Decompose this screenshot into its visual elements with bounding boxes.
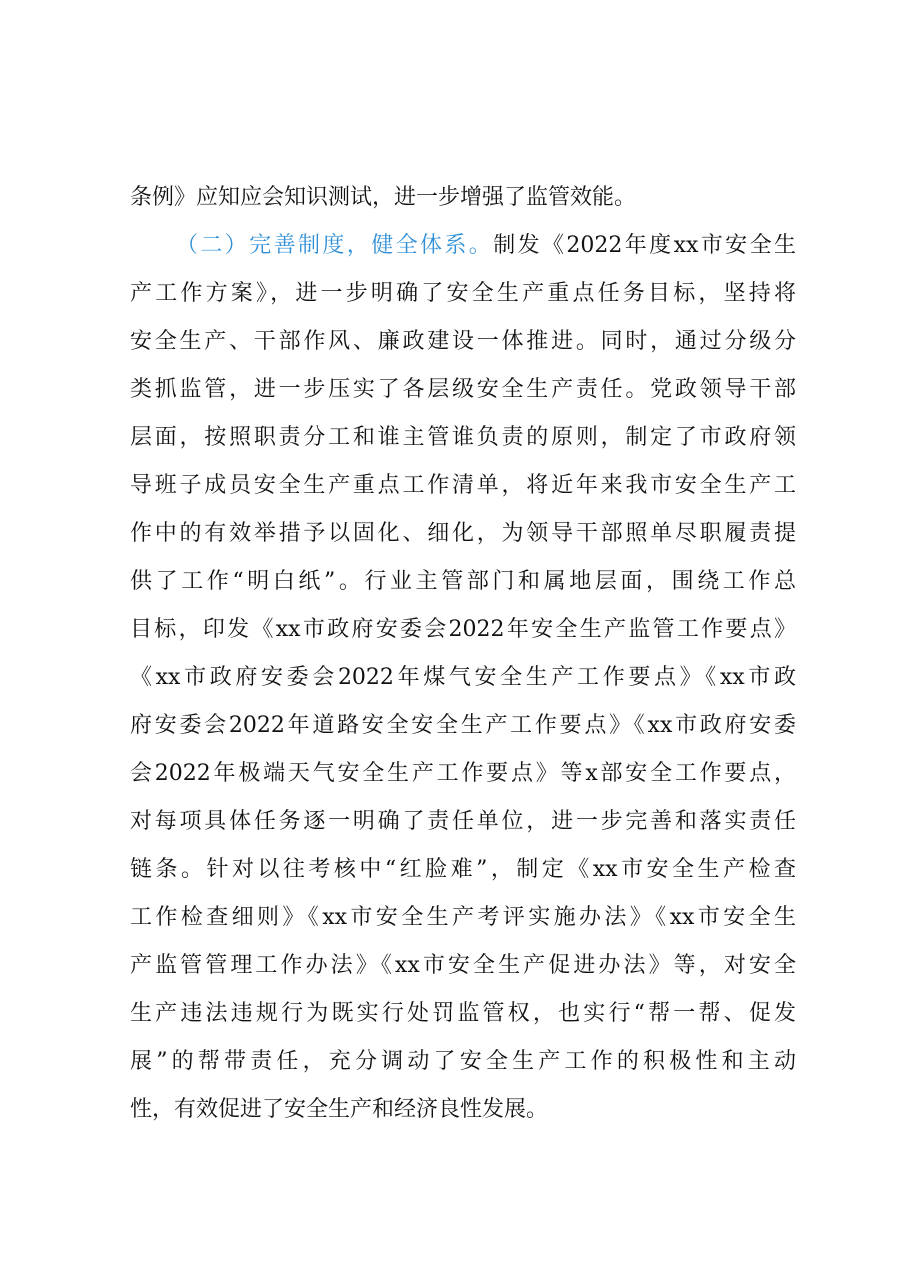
paragraph-line-13: 会2022年极端天气安全生产工作要点》等x部安全工作要点， bbox=[130, 761, 796, 786]
paragraph-line-18: 生产违法违规行为既实行处罚监管权，也实行“帮一帮、促发 bbox=[130, 1001, 796, 1026]
paragraph-line-11: 《xx市政府安委会2022年煤气安全生产工作要点》《xx市政 bbox=[130, 665, 796, 690]
paragraph-line-6: 层面，按照职责分工和谁主管谁负责的原则，制定了市政府领 bbox=[130, 425, 796, 450]
paragraph-line-7: 导班子成员安全生产重点工作清单，将近年来我市安全生产工 bbox=[130, 473, 796, 498]
paragraph-line-4: 安全生产、干部作风、廉政建设一体推进。同时，通过分级分 bbox=[130, 329, 796, 354]
paragraph-line-16: 工作检查细则》《xx市安全生产考评实施办法》《xx市安全生 bbox=[130, 905, 796, 930]
paragraph-line-15: 链条。针对以往考核中“红脸难”，制定《xx市安全生产检查 bbox=[130, 857, 796, 882]
paragraph-line-9: 供了工作“明白纸”。行业主管部门和属地层面，围绕工作总 bbox=[130, 569, 796, 594]
paragraph-line-14: 对每项具体任务逐一明确了责任单位，进一步完善和落实责任 bbox=[130, 809, 796, 834]
paragraph-line-5: 类抓监管，进一步压实了各层级安全生产责任。党政领导干部 bbox=[130, 377, 796, 402]
paragraph-line-8: 作中的有效举措予以固化、细化，为领导干部照单尽职履责提 bbox=[130, 521, 796, 546]
section-heading-text: 制发《2022年度xx市安全生 bbox=[493, 233, 796, 258]
paragraph-line-3: 产工作方案》，进一步明确了安全生产重点任务目标，坚持将 bbox=[130, 281, 796, 306]
paragraph-line-10: 目标，印发《xx市政府安委会2022年安全生产监管工作要点》 bbox=[130, 617, 796, 642]
paragraph-line-17: 产监管管理工作办法》《xx市安全生产促进办法》等，对安全 bbox=[130, 953, 796, 978]
section-heading: （二）完善制度，健全体系。 bbox=[176, 233, 494, 258]
section-heading-line bbox=[176, 226, 796, 266]
paragraph-line-12: 府安委会2022年道路安全安全生产工作要点》《xx市政府安委 bbox=[130, 713, 796, 738]
paragraph-line-20: 性，有效促进了安全生产和经济良性发展。 bbox=[130, 1097, 549, 1122]
paragraph-line-1: 条例》应知应会知识测试，进一步增强了监管效能。 bbox=[130, 185, 637, 210]
paragraph-line-19: 展”的帮带责任，充分调动了安全生产工作的积极性和主动 bbox=[130, 1049, 796, 1074]
